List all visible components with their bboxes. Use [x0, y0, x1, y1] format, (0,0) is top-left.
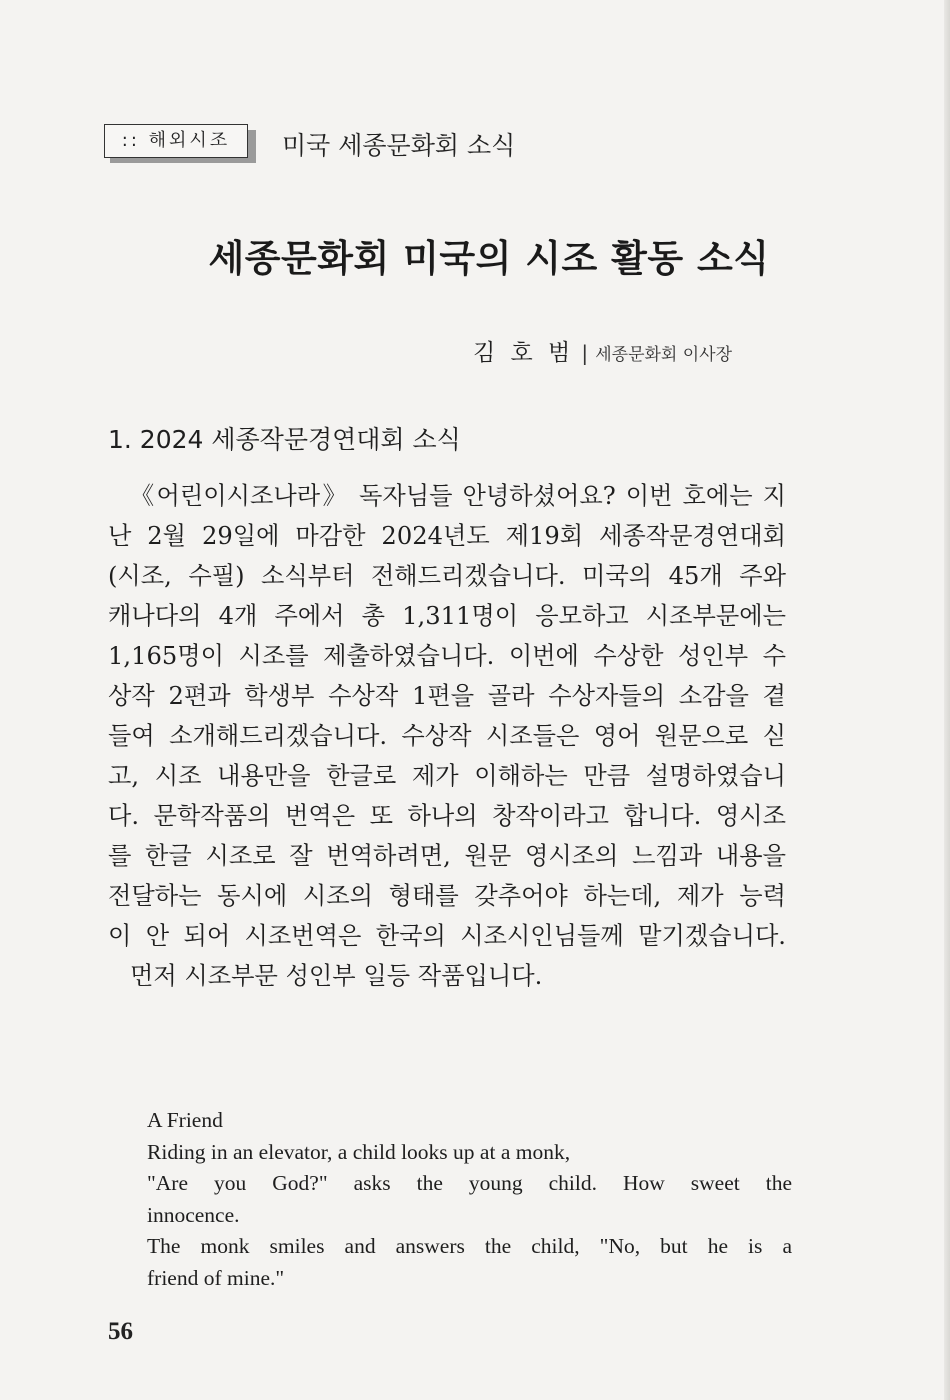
body-line: 먼저 시조부문 성인부 일등 작품입니다.: [130, 962, 543, 990]
poem-line: innocence.: [147, 1202, 240, 1227]
section-label: :: 해외시조: [104, 124, 248, 158]
body-line: 다. 문학작품의 번역은 또 하나의 창작이라고 합니다. 영시조: [108, 802, 786, 830]
body-line: (시조, 수필) 소식부터 전해드리겠습니다. 미국의 45개 주와: [108, 562, 786, 590]
body-line: 상작 2편과 학생부 수상작 1편을 골라 수상자들의 소감을 곁: [108, 682, 786, 710]
page-edge: [944, 0, 950, 1400]
section-title: 미국 세종문화회 소식: [282, 131, 516, 160]
poem-title: A Friend: [147, 1108, 223, 1132]
body-line: 이 안 되어 시조번역은 한국의 시조시인님들께 맡기겠습니다.: [108, 922, 786, 950]
poem-line: friend of mine.": [147, 1265, 285, 1290]
body-line: 고, 시조 내용만을 한글로 제가 이해하는 만큼 설명하였습니: [108, 762, 786, 790]
body-line: 1,165명이 시조를 제출하였습니다. 이번에 수상한 성인부 수: [108, 642, 786, 670]
author-role: 세종문화회 이사장: [595, 345, 732, 365]
section-heading: 1. 2024 세종작문경연대회 소식: [108, 425, 461, 454]
body-line: 캐나다의 4개 주에서 총 1,311명이 응모하고 시조부문에는: [108, 602, 786, 630]
body-line: 들여 소개해드리겠습니다. 수상작 시조들은 영어 원문으로 싣: [108, 722, 786, 750]
page-number: 56: [108, 1318, 133, 1345]
article-title: 세종문화회 미국의 시조 활동 소식: [208, 237, 770, 280]
author-separator: |: [581, 341, 589, 365]
author-name: 김 호 범: [473, 340, 575, 366]
poem-block: [147, 1105, 792, 1294]
byline: [473, 334, 732, 367]
body-line: 난 2월 29일에 마감한 2024년도 제19회 세종작문경연대회: [108, 522, 786, 550]
section-label-shadow-bottom: [110, 158, 256, 163]
body-line: 전달하는 동시에 시조의 형태를 갖추어야 하는데, 제가 능력: [108, 882, 786, 910]
poem-line: Riding in an elevator, a child looks up at a monk,: [147, 1139, 571, 1164]
body-line: 를 한글 시조로 잘 번역하려면, 원문 영시조의 느낌과 내용을: [108, 842, 786, 870]
poem-line: The monk smiles and answers the child, "No, but he is a: [147, 1234, 792, 1258]
article-body: [108, 476, 786, 996]
poem-line: "Are you God?" asks the young child. How sweet the: [147, 1171, 792, 1195]
body-line: 《어린이시조나라》 독자님들 안녕하셨어요? 이번 호에는 지: [130, 482, 786, 510]
